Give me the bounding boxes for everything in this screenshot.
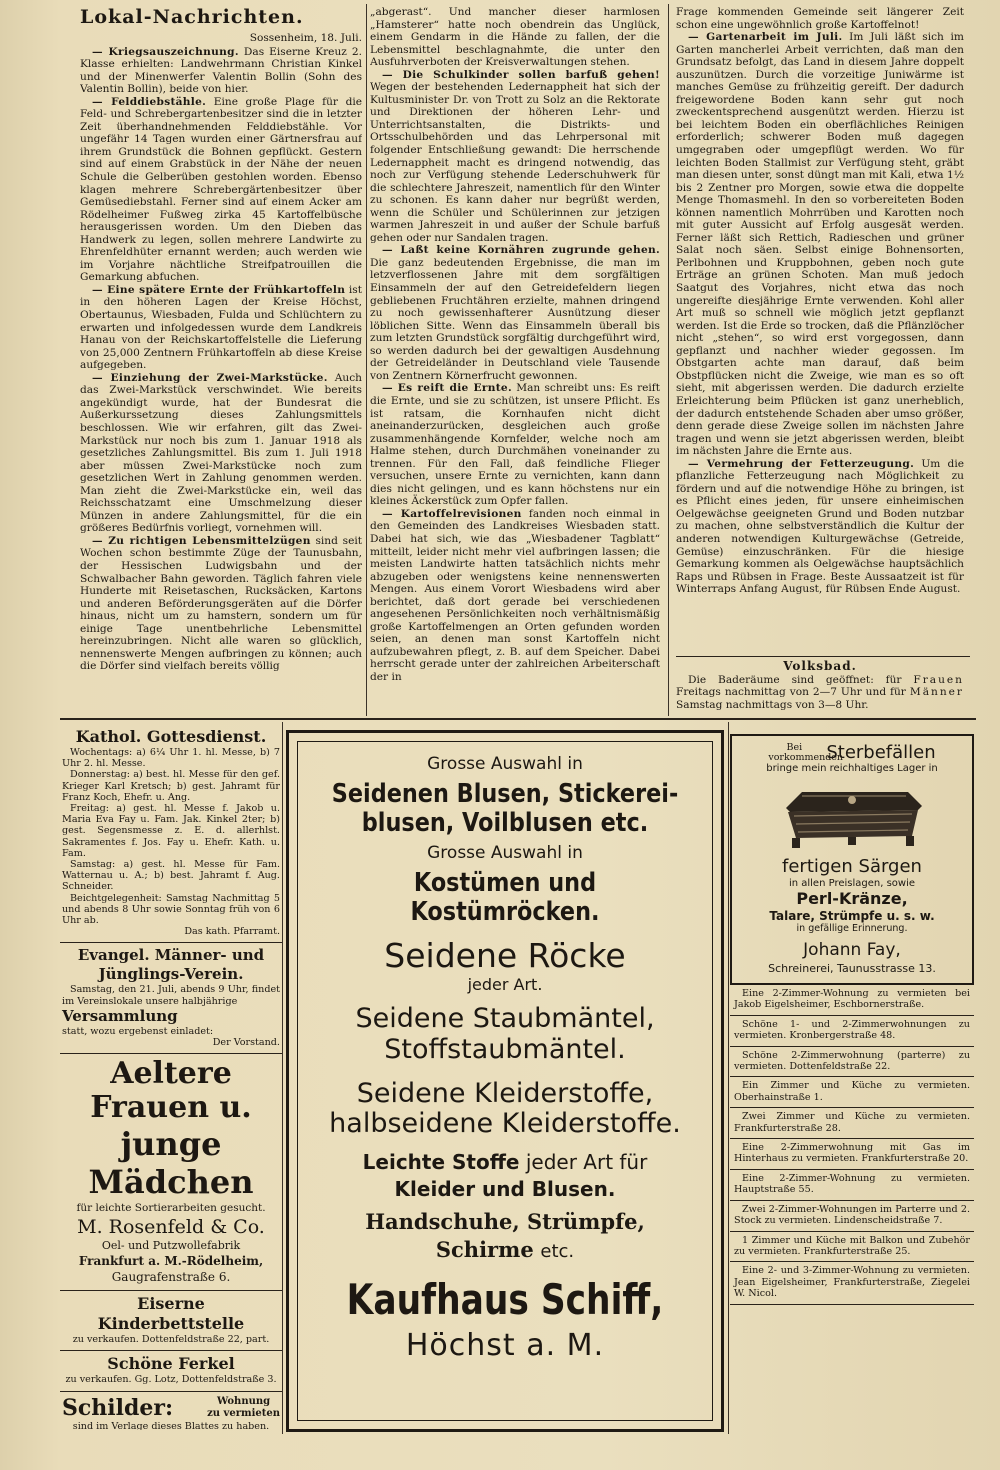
news-item — [80, 46, 362, 96]
coffin-icon — [772, 780, 932, 852]
news-item-text: Die ganz bedeutenden Ergebnisse, die man im letzverflossenen Jahre mit dem sorgfältigen Einsammeln der auf den Getreidefeldern liegen gebliebenen Fruchtähren erzielte, mahnen dringend zu noch gewissenhafterer Ausnützung dieser löblichen Sitte. Wenn das Einsammeln überall bis zum letzten Grundstück sorgfältig durchgeführt wird, so werden dadurch bei der gewaltigen Ausdehnung der Getreideländer in Deutschland viele Tausende von Zentnern Körnerfrucht gewonnen. — [370, 256, 660, 382]
bettstelle-text: zu verkaufen. Dottenfeldstraße 22, part. — [72, 1334, 270, 1346]
articles — [80, 46, 362, 673]
column-rule — [728, 722, 729, 1434]
verein-sign: Der Vorstand. — [212, 1037, 280, 1049]
verein-title: Evangel. Männer- und Jünglings-Verein. — [77, 946, 265, 984]
news-item — [80, 96, 362, 284]
column-rule — [668, 4, 669, 716]
sarg-top — [736, 742, 968, 763]
schilder-ad — [60, 1392, 282, 1430]
schilder-text: sind im Verlage dieses Blattes zu haben. — [72, 1420, 270, 1430]
ad-line — [303, 1238, 707, 1263]
sarg-erinn: in gefällige Erinnerung. — [796, 923, 908, 934]
news-item-headline: — Eine spätere Ernte der Frühkartoffeln — [92, 283, 346, 296]
verein-text: Samstag, den 21. Juli, abends 9 Uhr, findet im Vereinslokale unsere halbjährige — [62, 984, 280, 1007]
ad-line: Kostümen und Kostümröcken. — [410, 868, 600, 928]
ferkel-ad — [60, 1351, 282, 1391]
news-item — [370, 508, 660, 684]
rule — [676, 656, 970, 657]
news-item-text: ist in den höheren Lagen der Kreise Höchst, Obertaunus, Wiesbaden, Fulda und Schlüchtern zu erwarten und infolgedessen wurde dem Landkreis Hanau von der Reichskartoffelstelle die Lieferung von 25,000 Zentnern Frühkartoffeln ab diese Kreise aufgegeben. — [80, 283, 362, 372]
news-item-headline: — Es reift die Ernte. — [382, 382, 512, 395]
sarg-top-big: Sterbefällen — [826, 742, 936, 763]
news-item-headline: — Vermehrung der Fetterzeugung. — [688, 457, 915, 470]
sarg-addr: Schreinerei, Taunusstrasse 13. — [768, 962, 936, 975]
news-item — [676, 458, 964, 596]
gottesdienst-ad — [60, 724, 282, 943]
wohnung-ad: Ein Zimmer und Küche zu vermieten. Oberhainstraße 1. — [730, 1077, 974, 1108]
sarg-top1: Bei vorkommenden — [768, 741, 844, 763]
news-item-headline: — Zu richtigen Lebensmittelzügen — [92, 534, 311, 547]
ferkel-text: zu verkaufen. Gg. Lotz, Dottenfeldstraße 3. — [65, 1374, 277, 1386]
news-item-headline: — Kriegsauszeichnung. — [92, 45, 239, 58]
wohnung-ad: Schöne 2-Zimmerwohnung (parterre) zu vermieten. Dottenfeldstraße 22. — [730, 1047, 974, 1078]
ad-line: Kleider und Blusen. — [394, 1176, 616, 1201]
news-item — [370, 244, 660, 382]
left-ads-column — [60, 724, 282, 1430]
ad-line: Stoffstaubmäntel. — [384, 1033, 626, 1065]
frauen-ad-sub: für leichte Sortierarbeiten gesucht. — [76, 1202, 266, 1215]
frauen-ad-street: Gaugrafenstraße 6. — [111, 1270, 231, 1285]
news-item-headline: — Gartenarbeit im Juli. — [688, 31, 843, 44]
ad-line-normal: jeder Art für — [525, 1150, 648, 1175]
frauen-ad-firm2: Oel- und Putzwollefabrik — [101, 1239, 241, 1253]
frauen-ad-title2: junge Mädchen — [88, 1125, 254, 1202]
volksbad-title: Volksbad. — [783, 659, 857, 673]
news-item — [370, 69, 660, 245]
ad-line: Grosse Auswahl in — [427, 843, 583, 864]
news-item-headline: — Laßt keine Kornähren zugrunde gehen. — [382, 244, 660, 257]
wohnung-ad: Zwei 2-Zimmer-Wohnungen im Parterre und 2. Stock zu vermieten. Lindenscheidstraße 7. — [730, 1201, 974, 1232]
wohnungs-ads — [730, 985, 974, 1305]
gottesdienst-line: Samstag: a) gest. hl. Messe für Fam. Watternau u. A.; b) best. Jahramt f. Aug. Schneider. — [62, 859, 280, 893]
ad-line-bold: Leichte Stoffe — [362, 1150, 520, 1175]
news-item — [370, 6, 660, 69]
gottesdienst-lines — [62, 747, 280, 926]
volksbad-maenner: Männer — [909, 686, 964, 698]
dateline: Sossenheim, 18. Juli. — [249, 32, 362, 44]
articles — [370, 6, 660, 684]
news-item-text: „abgerast“. Und mancher dieser harmlosen „Hamsterer“ hatte noch obendrein das Unglück, einem Gendarm in die Hände zu fallen, der die Lebensmittel beschlagnahmte, die unter den Ausfuhrverboten der Kreisverwaltungen stehen. — [370, 6, 660, 69]
gottesdienst-line: Donnerstag: a) best. hl. Messe für den gef. Krieger Karl Kretsch; b) gest. Jahramt für Franz Koch, Ehefr. u. Ang. — [62, 769, 280, 803]
news-column-1 — [80, 6, 362, 712]
news-column-2 — [370, 6, 660, 712]
verein-versammlung: Versammlung — [62, 1006, 178, 1025]
news-item-text: Frage kommenden Gemeinde seit längerer Zeit schon eine ungewöhnlich große Kartoffelnot! — [676, 6, 964, 31]
schilder-title: Schilder: — [62, 1394, 174, 1421]
gottesdienst-line: Freitag: a) gest. hl. Messe f. Jakob u. Maria Eva Fay u. Fam. Jak. Kinkel 2ter; b) gest. Segensmesse z. E. d. allerhlst. Sakramentes f. Jos. Fay u. Ehefr. Kath. u. Fam. — [62, 803, 280, 859]
ad-line: jeder Art. — [467, 975, 543, 995]
volksbad-frauen: Frauen — [913, 673, 964, 686]
sarg-sub: in allen Preislagen, sowie — [788, 878, 916, 889]
ad-line: halbseidene Kleiderstoffe. — [329, 1108, 681, 1140]
ad-content — [303, 755, 707, 1363]
news-item — [676, 6, 964, 31]
volksbad-text — [676, 674, 964, 712]
news-item-text: Eine große Plage für die Feld- und Schrebergartenbesitzer sind die in letzter Zeit überhandnehmenden Felddiebstähle. Vor ungefähr 14 Tagen wurden einer Gärtnersfrau auf ihrem Grundstück die Bohnen gepflückt. Gestern sind auf einem Grabstück in der Nähe der neuen Schule die Gelberüben gestohlen worden. Ebenso klagen mehrere Schrebergärtenbesitzer über Gemüsediebstahl. Ferner sind auf einem Acker am Rödelheimer Fußweg zirka 45 Kartoffelbüsche herausgerissen worden. Um den Dieben das Handwerk zu legen, sollen mehrere Landwirte zu Ehrenfeldhüter ernannt werden; auch werden wie im Vorjahre nächtliche Streifpatrouillen die Gemarkung abfuchen. — [80, 95, 362, 284]
ad-line: Seidene Röcke — [384, 935, 626, 975]
news-item-text: Im Juli läßt sich im Garten mancherlei Arbeit verrichten, daß man den Grundsatz befolgt, das Land in diesem Jahre doppelt auszunützen. Durch die vorzeitige Juniwärme ist manches Gemüse zu frühzeitig gereift. Der dadurch freigewordene Boden kann sehr gut noch zweckentsprechend ausgenützt werden. Hierzu ist bei leichtem Boden ein oberflächliches Reinigen erforderlich; schwerer Boden muß dagegen umgegraben oder umgepflügt werden. Wo für leichten Boden Stallmist zur Verfügung steht, gräbt man diesen unter, sonst düngt man mit Kali, etwa 1½ bis 2 Zentner pro Morgen, sowie etwa die doppelte Menge Thomasmehl. In den so vorbereiteten Boden können namentlich Mohrrüben und Karotten noch mit guter Aussicht auf Erfolg ausgesät werden. Ferner läßt sich Rettich, Radieschen und grüner Salat noch säen. Selbst einige Bohnensorten, Perlbohnen und Kruppbohnen, geben noch gute Erträge an grünen Schoten. Man muß jedoch Saatgut des Vorjahres, nicht etwa das noch ungereifte diesjährige Ernte verwenden. Kohl aller Art muß so schnell wie möglich jetzt gepflanzt werden. Ist die Erde so trocken, daß die Pflänzlöcher nicht „stehen“, so wird erst vorgegossen, dann gepflanzt und nachher wieder gegossen. Im Obstgarten achte man darauf, daß beim Obstpflücken nicht die Zweige, wie man es so oft sieht, mit abgerissen werden. Die dadurch erzielte Erleichterung beim Pflücken ist ganz unerheblich, der dadurch entstehende Schaden aber umso größer, denn gerade diese Zweige sollen im nächsten Jahre tragen und wenn sie jetzt abgerissen werden, bleibt im nächsten Jahre die Ernte aus. — [676, 31, 964, 458]
sarg-talare: Talare, Strümpfe u. s. w. — [769, 909, 935, 923]
kaufhaus-schiff-ad — [286, 730, 724, 1432]
wohnung-ad: Eine 2-Zimmerwohnung mit Gas im Hinterhaus zu vermieten. Frankfurterstraße 20. — [730, 1139, 974, 1170]
schilder-row — [62, 1395, 280, 1421]
sarg-title: fertigen Särgen — [782, 856, 922, 877]
ad-line-normal: etc. — [540, 1240, 575, 1262]
sarg-name: Johann Fay, — [803, 940, 901, 960]
section-title: Lokal-Nachrichten. — [80, 6, 304, 28]
news-item-headline: — Die Schulkinder sollen barfuß gehen! — [382, 68, 660, 81]
news-item-headline: — Einziehung der Zwei-Markstücke. — [92, 371, 328, 384]
verein-ad — [60, 943, 282, 1054]
right-ads-column — [730, 734, 974, 1434]
news-item-headline: — Felddiebstähle. — [92, 95, 207, 108]
wohnung-ad: Schöne 1- und 2-Zimmerwohnungen zu vermieten. Kronbergerstraße 48. — [730, 1016, 974, 1047]
volksbad-text-a: Die Baderäume sind geöffnet: für — [688, 673, 902, 686]
volksbad-text-b: Freitags nachmittag von 2—7 Uhr und für — [676, 686, 906, 698]
ad-line: Seidene Kleiderstoffe, — [356, 1077, 654, 1109]
wohnung-ad: Eine 2- und 3-Zimmer-Wohnung zu vermieten. Jean Eigelsheimer, Frankfurterstraße, Ziegelei W. Nicol. — [730, 1262, 974, 1304]
ad-line: Seidenen Blusen, Stickerei- — [331, 779, 679, 810]
volksbad-text-c: Samstag nachmittags von 3—8 Uhr. — [676, 698, 869, 711]
news-item — [676, 31, 964, 458]
wohnung-ad: 1 Zimmer und Küche mit Balkon und Zubehör zu vermieten. Frankfurterstraße 25. — [730, 1232, 974, 1263]
frauen-ad-firm: M. Rosenfeld & Co. — [77, 1216, 265, 1239]
ad-line: Seidene Staubmäntel, — [355, 1003, 655, 1035]
gottesdienst-sign: Das kath. Pfarramt. — [184, 926, 280, 938]
schilder-side2: zu vermieten — [207, 1407, 280, 1419]
verein-text2: statt, wozu ergebenst einladet: — [62, 1025, 214, 1037]
sarg-ad — [730, 734, 974, 985]
gottesdienst-line: Wochentags: a) 6¼ Uhr 1. hl. Messe, b) 7 Uhr 2. hl. Messe. — [62, 747, 280, 770]
bettstelle-ad — [60, 1291, 282, 1351]
column-rule — [366, 4, 367, 716]
news-item-text: fanden noch einmal in den Gemeinden des Landkreises Wiesbaden statt. Dabei hat sich, wie das „Wiesbadener Tagblatt“ mitteilt, leider nicht mehr viel aufbringen lassen; die meisten Landwirte hatten tatsächlich nichts mehr abzugeben oder wenigstens keine nennenswerten Mengen. Aus einem Vorort Wiesbadens wird aber berichtet, daß dort gerade bei verschiedenen angesehenen Persönlichkeiten noch verhältnismäßig große Kartoffelmengen an Orten gefunden worden seien, an denen man sonst Kartoffeln nicht aufzubewahren pflegt, z. B. auf dem Speicher. Dabei herrscht gerade unter der zahlreichen Arbeiterschaft der in — [370, 507, 660, 683]
news-item-text: Wegen der bestehenden Ledernappheit hat sich der Kultusminister Dr. von Trott zu Solz an die Rektorate und Direktionen der höheren Lehr- und Unterrichtsanstalten, die Distrikts- und Ortsschulbehörden und das Lehrpersonal mit folgender Entschließung gewandt: Die herrschende Ledernappheit macht es dringend notwendig, das noch zur Verfügung stehende Lederschuhwerk für die schlechtere Jahreszeit, namentlich für den Winter zu schonen. Es kann daher nur begrüßt werden, wenn die Schüler und Schülerinnen zur jetzigen warmen Jahreszeit in und außer der Schule barfuß gehen oder nur Sandalen tragen. — [370, 81, 660, 244]
news-item — [370, 382, 660, 507]
schilder-side1: Wohnung — [216, 1395, 271, 1407]
bettstelle-title: Eiserne Kinderbettstelle — [97, 1294, 245, 1334]
frauen-ad-title1: Aeltere Frauen u. — [90, 1056, 252, 1126]
frauen-ad — [60, 1054, 282, 1291]
schilder-side — [207, 1396, 280, 1420]
sarg-kraenze: Perl-Kränze, — [796, 889, 908, 908]
articles — [676, 6, 964, 596]
ad-store-name: Kaufhaus Schiff, — [346, 1275, 664, 1325]
news-item — [80, 372, 362, 535]
wohnung-ad: Eine 2-Zimmer-Wohnung zu vermieten bei Jakob Eigelsheimer, Eschbornerstraße. — [730, 985, 974, 1016]
news-item — [80, 284, 362, 372]
wohnung-ad: Eine 2-Zimmer-Wohnung zu vermieten. Hauptstraße 55. — [730, 1170, 974, 1201]
volksbad-notice — [676, 660, 964, 711]
ad-line: blusen, Voilblusen etc. — [361, 808, 649, 839]
ad-line — [303, 1151, 707, 1173]
ad-line: Handschuhe, Strümpfe, — [365, 1209, 645, 1235]
news-item-text: Um die pflanzliche Fetterzeugung nach Möglichkeit zu fördern und auf die notwendige Höhe zu bringen, ist es Pflicht eines jeden, für unsere einheimischen Oelgewächse geeigneten Grund und Boden nutzbar zu machen, ohne selbstverständlich die Kultur der anderen notwendigen Kulturgewächse (Getreide, Gemüse) einzuschränken. Für die hiesige Gemarkung kommen als Oelgewächse hauptsächlich Raps und Rübsen in Frage. Beste Aussaatzeit ist für Winterraps Anfang August, für Rübsen Ende August. — [676, 457, 964, 596]
news-item-text: Auch das Zwei-Markstück verschwindet. Wie bereits angekündigt wurde, hat der Bundesrat die Außerkurssetzung dieses Zahlungsmittels beschlossen. Wie wir erfahren, gilt das Zwei-Markstück nur noch bis zum 1. Januar 1918 als gesetzliches Zahlungsmittel. Bis zum 1. Juli 1918 aber müssen Zwei-Markstücke noch zum gesetzlichen Wert in Zahlung genommen werden. Man zieht die Zwei-Markstücke ein, weil das Reichsschatzamt eine Umschmelzung dieser Münzen in andere Zahlungsmittel, für die ein größeres Bedürfnis vorliegt, vornehmen will. — [80, 371, 362, 535]
ad-store-city: Höchst a. M. — [405, 1328, 605, 1364]
news-item-headline: — Kartoffelrevisionen — [382, 507, 522, 520]
wohnung-ad: Zwei Zimmer und Küche zu vermieten. Frankfurterstraße 28. — [730, 1108, 974, 1139]
column-rule — [282, 722, 283, 1434]
ad-line-bold: Schirme — [435, 1236, 534, 1262]
ferkel-title: Schöne Ferkel — [107, 1354, 235, 1374]
frauen-ad-city: Frankfurt a. M.-Rödelheim, — [78, 1254, 264, 1269]
section-rule — [60, 718, 976, 720]
news-item — [80, 535, 362, 673]
gottesdienst-title: Kathol. Gottesdienst. — [75, 727, 267, 746]
ad-line: Grosse Auswahl in — [427, 754, 583, 774]
gottesdienst-line: Beichtgelegenheit: Samstag Nachmittag 5 und abends 8 Uhr sowie Sonntag früh von 6 Uhr ab. — [62, 892, 280, 927]
news-item-text: Das Eiserne Kreuz 2. Klasse erhielten: Landwehrmann Christian Kinkel und der Minenwerfer Valentin Bollin (Sohn des Valentin Bollin), beide von hier. — [80, 45, 362, 96]
news-item-text: sind seit Wochen schon bestimmte Züge der Taunusbahn, der Hessischen Ludwigsbahn und der Schwalbacher Bahn geworden. Täglich fahren viele Hunderte mit Reisetaschen, Rucksäcken, Kartons und anderen Beförderungsgeräten auf die Dörfer hinaus, nicht um zu hamstern, sondern um für einige Tage unentbehrliche Lebensmittel hereinzubringen. Nicht alle waren so glücklich, nennenswerte Mengen aufbringen zu können; auch die Dörfer sind vielfach bereits völlig — [80, 534, 362, 673]
sarg-top2: bringe mein reichhaltiges Lager in — [766, 763, 938, 774]
news-item-text: Man schreibt uns: Es reift die Ernte, und sie zu schützen, ist unsere Pflicht. Es ist ratsam, die Kornhaufen nicht dicht aneinanderzurücken, desgleichen auch große zusammenhängende Kornfelder, welche noch am Halme stehen, durch Durchmähen voneinander zu trennen. Für den Fall, daß feindliche Flieger versuchen, unsere Ernte zu vernichten, kann dann dies nicht gelingen, und es kann höchstens nur ein kleines Äckerstück zum Opfer fallen. — [370, 382, 660, 508]
news-column-3 — [676, 6, 964, 656]
